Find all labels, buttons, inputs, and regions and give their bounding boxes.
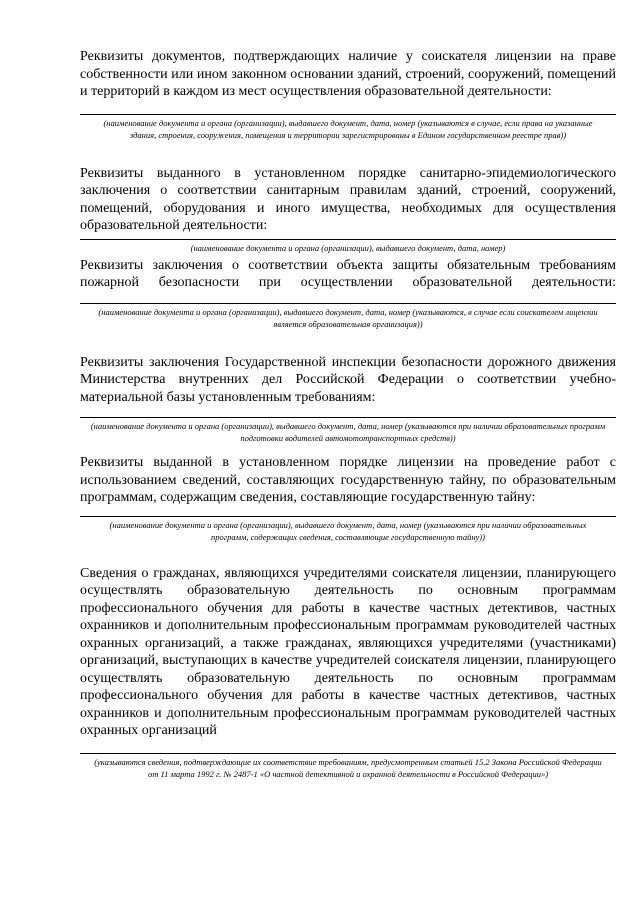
fire-safety-caption: (наименование документа и органа (организации), выдавшего документ, дата, номер (указываются, в случае если соискателем лицензии является образовательная организация)) <box>98 306 598 329</box>
sanitary-conclusion-caption: (наименование документа и органа (организации), выдавшего документ, дата, номер) <box>190 242 506 253</box>
fire-safety-text: Реквизиты заключения о соответствии объекта защиты обязательным требованиям пожарной безопасности при осуществлении образовательной деятельности: <box>80 257 616 290</box>
traffic-inspection-caption: (наименование документа и органа (организации), выдавшего документ, дата, номер (указываются при наличии образовательных программ подготовки водителей автомототранспортных средств)) <box>90 421 606 443</box>
fill-in-line <box>80 114 616 115</box>
fill-in-line <box>80 753 616 754</box>
fill-in-line <box>80 417 616 418</box>
state-secret-license-caption: (наименование документа и органа (организации), выдавшего документ, дата, номер (указываются при наличии образовательных программ, содержащих сведения, составляющие государственную тайну)) <box>109 519 587 542</box>
founders-info-block <box>80 565 616 780</box>
fill-in-line <box>80 516 616 517</box>
fill-in-line <box>80 239 616 240</box>
document-page <box>80 48 616 780</box>
sanitary-conclusion-block <box>80 165 616 254</box>
requisites-premises-text: Реквизиты документов, подтверждающих наличие у соискателя лицензии на праве собственности или ином законном основании зданий, строений, сооружений, помещений и территорий в каждом из мест осуществления образовательной деятельности: <box>80 49 616 99</box>
fill-in-line <box>80 303 616 304</box>
traffic-inspection-text: Реквизиты заключения Государственной инспекции безопасности дорожного движения Министерства внутренних дел Российской Федерации о соответствии учебно-материальной базы установленным требованиям: <box>80 354 616 405</box>
traffic-inspection-block <box>80 354 616 445</box>
requisites-premises-block <box>80 48 616 141</box>
state-secret-license-block <box>80 454 616 543</box>
requisites-premises-caption: (наименование документа и органа (организации), выдавшего документ, дата, номер (указываются в случае, если права на указанные здания, строения, сооружения, помещения и территории зарегистрированы в Едином государственном реестре прав)) <box>103 117 593 140</box>
founders-info-text: Сведения о гражданах, являющихся учредителями соискателя лицензии, планирующего осуществлять образовательную деятельность по основным программам профессионального обучения для работы в качестве частных детективов, частных охранников и дополнительным профессиональным программам руководителей частных охранных организаций, а также гражданах, являющихся учредителями (участниками) организаций, выступающих в качестве учредителей соискателя лицензии, планирующего осуществлять образовательную деятельность по основным программам профессионального обучения для работы в качестве частных детективов, частных охранников и дополнительным профессиональным программам руководителей частных охранных организаций <box>80 565 616 738</box>
state-secret-license-text: Реквизиты выданной в установленном порядке лицензии на проведение работ с использованием сведений, составляющих государственную тайну, по образовательным программам, содержащим сведения, составляющие государственную тайну: <box>80 455 616 505</box>
founders-info-caption: (указываются сведения, подтверждающие их соответствие требованиям, предусмотренным статьей 15.2 Закона Российской Федерации от 11 марта 1992 г. № 2487-1 «О частной детективной и охранной деятельности в Российской Федерации») <box>94 756 602 779</box>
sanitary-conclusion-text: Реквизиты выданного в установленном порядке санитарно-эпидемиологического заключения о соответствии санитарным правилам зданий, строений, сооружений, помещений, оборудования и иного имущества, необходимых для осуществления образовательной деятельности: <box>80 165 616 233</box>
fire-safety-block <box>80 257 616 330</box>
